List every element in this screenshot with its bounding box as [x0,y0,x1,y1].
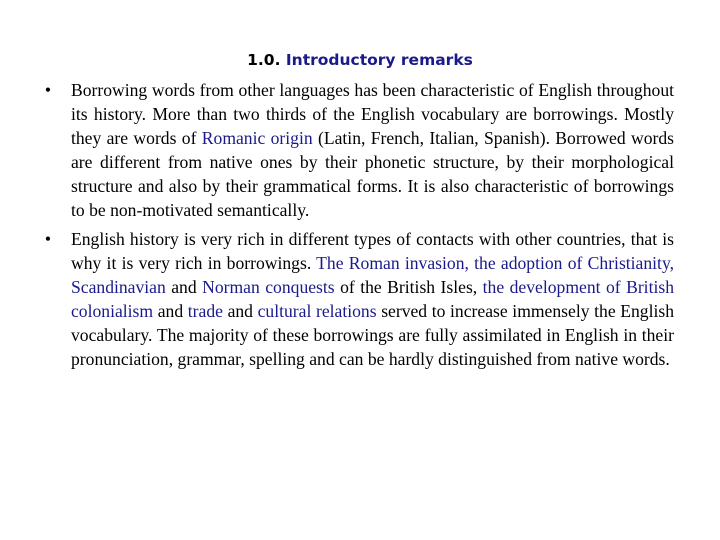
text-segment: served to increase immensely the English vocabulary. The majority of these borrowings are fully assimilated in English in their pronunciation, grammar, spelling and can be hardly distinguished from native words. [71,301,675,369]
bullet-icon: • [44,80,52,100]
slide-title [0,50,720,70]
text-segment: of the British Isles, [334,277,483,297]
title-number: 1.0. [247,51,281,69]
text-segment: (Latin, French, Italian, Spanish). Borrowed words are different from native ones by their phonetic structure, by their morphological structure and also by their grammatical forms. It is also characteristic of borrowings to be non-motivated semantically. [71,128,674,220]
bullet-item-history [42,227,674,371]
highlight-roman-invasion: The Roman invasion, the adoption of Christianity, Scandinavian [71,253,674,297]
bullet-list [42,78,674,376]
bullet-item-borrowing [42,78,674,222]
bullet-icon: • [44,229,52,249]
text-segment: and [222,301,258,321]
highlight-cultural-relations: cultural relations [257,301,377,321]
text-segment: English history is very rich in different types of contacts with other countries, that is why it is very rich in borrowings. [71,229,674,273]
highlight-romanic-origin: Romanic origin [201,128,313,148]
text-segment: and [153,301,188,321]
highlight-trade: trade [187,301,223,321]
highlight-norman-conquests: Norman conquests [202,277,335,297]
title-text: Introductory remarks [285,51,473,69]
text-segment: and [165,277,203,297]
text-segment: Borrowing words from other languages has been characteristic of English throughout its history. More than two thirds of the English vocabulary are borrowings. Mostly they are words of [71,80,674,148]
highlight-british-colonialism: the development of British colonialism [71,277,674,321]
